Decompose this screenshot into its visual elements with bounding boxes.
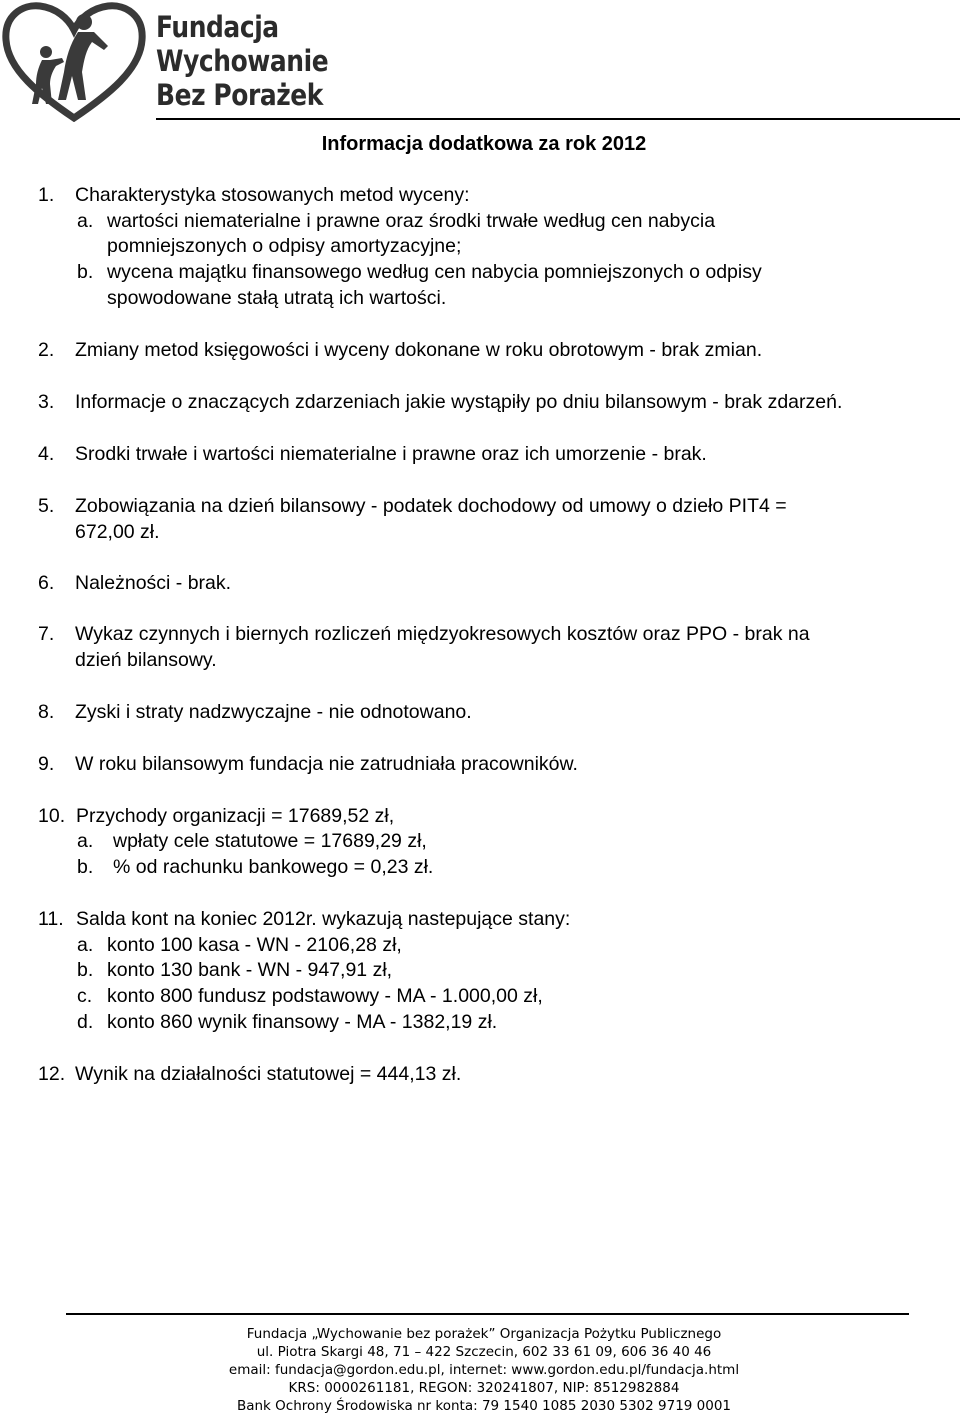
heart-family-icon xyxy=(0,0,150,122)
document-title: Informacja dodatkowa za rok 2012 xyxy=(321,133,647,155)
footer-rule xyxy=(66,1313,909,1315)
foundation-logo xyxy=(0,0,330,122)
header-rule xyxy=(156,118,960,120)
item-number: 12. xyxy=(38,1063,66,1085)
item-number: 7. xyxy=(38,623,55,645)
subitem-label: a. xyxy=(77,210,94,232)
subitem-text: konto 800 fundusz podstawowy - MA - 1.000,00 zł, xyxy=(107,985,543,1007)
item-number: 8. xyxy=(38,701,55,723)
logo-wordmark xyxy=(156,10,328,112)
item-text: Przychody organizacji = 17689,52 zł, xyxy=(76,805,395,827)
item-text: Należności - brak. xyxy=(75,572,232,594)
item-text: Wynik na działalności statutowej = 444,13 zł. xyxy=(75,1063,462,1085)
item-number: 2. xyxy=(38,339,55,361)
subitem-label: d. xyxy=(77,1011,94,1033)
footer-contact-block xyxy=(0,1325,960,1415)
item-text: dzień bilansowy. xyxy=(75,649,217,671)
subitem-label: b. xyxy=(77,856,94,878)
footer-email-web: email: fundacja@gordon.edu.pl, internet: www.gordon.edu.pl/fundacja.html xyxy=(228,1362,740,1378)
item-text: Zyski i straty nadzwyczajne - nie odnotowano. xyxy=(75,701,472,723)
item-text: Zobowiązania na dzień bilansowy - podatek dochodowy od umowy o dzieło PIT4 = xyxy=(75,495,787,517)
item-text: Charakterystyka stosowanych metod wyceny: xyxy=(75,184,470,206)
subitem-text: spowodowane stałą utratą ich wartości. xyxy=(107,287,447,309)
subitem-text: konto 130 bank - WN - 947,91 zł, xyxy=(107,959,393,981)
footer-registry: KRS: 0000261181, REGON: 320241807, NIP: 8512982884 xyxy=(288,1380,680,1396)
logo-line-2: Wychowanie xyxy=(156,44,329,78)
logo-line-1: Fundacja xyxy=(156,10,279,44)
item-number: 10. xyxy=(38,805,66,827)
subitem-label: a. xyxy=(77,934,94,956)
footer-bank-account: Bank Ochrony Środowiska nr konta: 79 1540 1085 2030 5302 9719 0001 xyxy=(236,1398,732,1414)
item-number: 1. xyxy=(38,184,55,206)
item-text: Srodki trwałe i wartości niematerialne i prawne oraz ich umorzenie - brak. xyxy=(75,443,707,465)
item-text: 672,00 zł. xyxy=(75,521,160,543)
footer-address: ul. Piotra Skargi 48, 71 – 422 Szczecin, 602 33 61 09, 606 36 40 46 xyxy=(256,1344,712,1360)
item-number: 5. xyxy=(38,495,55,517)
item-number: 4. xyxy=(38,443,55,465)
item-text: Salda kont na koniec 2012r. wykazują nastepujące stany: xyxy=(76,908,571,930)
subitem-text: wartości niematerialne i prawne oraz środki trwałe według cen nabycia xyxy=(107,210,716,232)
subitem-text: wycena majątku finansowego według cen nabycia pomniejszonych o odpisy xyxy=(107,261,762,283)
subitem-label: a. xyxy=(77,830,94,852)
item-number: 6. xyxy=(38,572,55,594)
item-text: Wykaz czynnych i biernych rozliczeń międzyokresowych kosztów oraz PPO - brak na xyxy=(75,623,810,645)
subitem-label: b. xyxy=(77,261,94,283)
item-number: 11. xyxy=(38,908,64,930)
subitem-text: wpłaty cele statutowe = 17689,29 zł, xyxy=(113,830,427,852)
logo-line-3: Bez Porażek xyxy=(156,78,323,112)
item-number: 9. xyxy=(38,753,55,775)
subitem-text: konto 100 kasa - WN - 2106,28 zł, xyxy=(107,934,402,956)
subitem-label: c. xyxy=(77,985,93,1007)
subitem-label: b. xyxy=(77,959,94,981)
subitem-text: konto 860 wynik finansowy - MA - 1382,19 zł. xyxy=(107,1011,498,1033)
subitem-text: % od rachunku bankowego = 0,23 zł. xyxy=(113,856,434,878)
footer-organization: Fundacja „Wychowanie bez porażek” Organizacja Pożytku Publicznego xyxy=(246,1326,722,1342)
item-text: Zmiany metod księgowości i wyceny dokonane w roku obrotowym - brak zmian. xyxy=(75,339,763,361)
item-text: Informacje o znaczących zdarzeniach jakie wystąpiły po dniu bilansowym - brak zdarzeń. xyxy=(75,391,843,413)
subitem-text: pomniejszonych o odpisy amortyzacyjne; xyxy=(107,235,462,257)
item-text: W roku bilansowym fundacja nie zatrudniała pracowników. xyxy=(75,753,578,775)
item-number: 3. xyxy=(38,391,55,413)
